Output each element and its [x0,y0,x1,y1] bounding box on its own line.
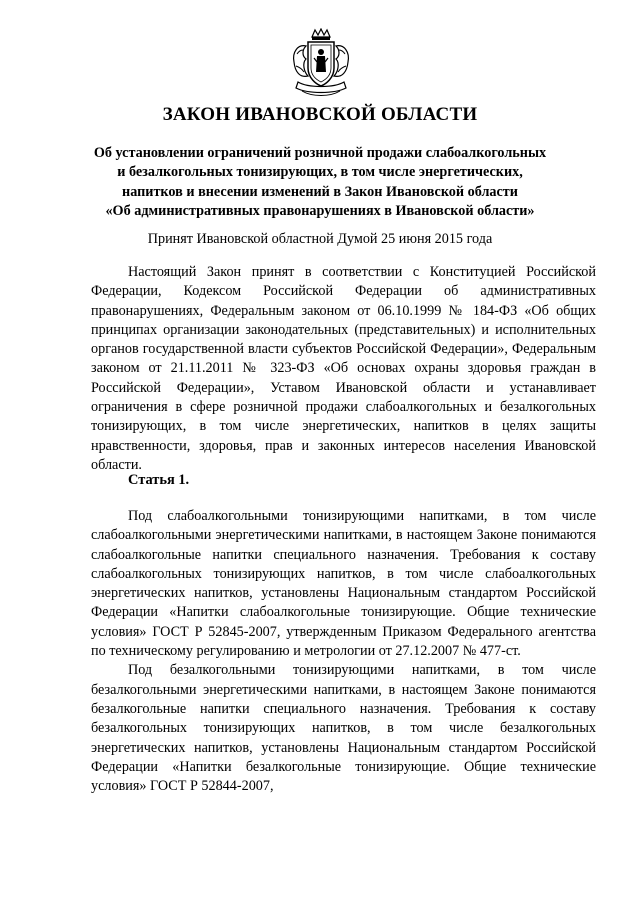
article-body [91,507,596,796]
article-paragraph: Под безалкогольными тонизирующими напитками, в том числе безалкогольными энергетическими напитками, в настоящем Законе понимаются безалкогольные напитки специального назначения. Требования к составу безалкогольных тонизирующих напитков, в том числе безалкогольных энергетических напитков, установлены Национальным стандартом Российской Федерации «Напитки безалкогольные тонизирующие. Общие технические условия» ГОСТ Р 52844-2007, [91,662,596,795]
preamble-paragraph: Настоящий Закон принят в соответствии с Конституцией Российской Федерации, Кодексом Российской Федерации об административных правонарушениях, Федеральным законом от 06.10.1999 № 184-ФЗ «Об общих принципах организации законодательных (представительных) и исполнительных органов государственной власти субъектов Российской Федерации», Федеральным законом от 21.11.2011 № 323-ФЗ «Об основах охраны здоровья граждан в Российской Федерации», Уставом Ивановской области и устанавливает ограничения в сфере розничной продажи слабоалкогольных и безалкогольных тонизирующих, в том числе энергетических, напитков в целях защиты нравственности, здоровья, прав и законных интересов населения Ивановской области. [91,264,596,473]
coat-of-arms-icon [288,28,354,100]
law-subtitle [70,144,570,222]
adoption-date: Принят Ивановской областной Думой 25 июня 2015 года [147,231,493,247]
subtitle-line: Об установлении ограничений розничной продажи слабоалкогольных [93,145,547,161]
subtitle-line: и безалкогольных тонизирующих, в том числе энергетических, [117,164,523,181]
subtitle-line: напитков и внесении изменений в Закон Ивановской области [122,183,518,200]
article-paragraph: Под слабоалкогольными тонизирующими напитками, в том числе слабоалкогольными энергетическими напитками, в настоящем Законе понимаются слабоалкогольные напитки специального назначения. Требования к составу слабоалкогольных тонизирующих напитков, в том числе слабоалкогольных энергетических напитков, установлены Национальным стандартом Российской Федерации «Напитки слабоалкогольные тонизирующие. Общие технические условия» ГОСТ Р 52845-2007, утвержденным Приказом Федерального агентства по техническому регулированию и метрологии от 27.12.2007 № 477-ст. [91,508,596,660]
preamble-section [91,263,596,475]
subtitle-line: «Об административных правонарушениях в Ивановской области» [105,203,535,220]
law-title: ЗАКОН ИВАНОВСКОЙ ОБЛАСТИ [162,104,478,125]
coat-of-arms-emblem [288,28,354,100]
article-heading: Статья 1. [128,472,190,488]
